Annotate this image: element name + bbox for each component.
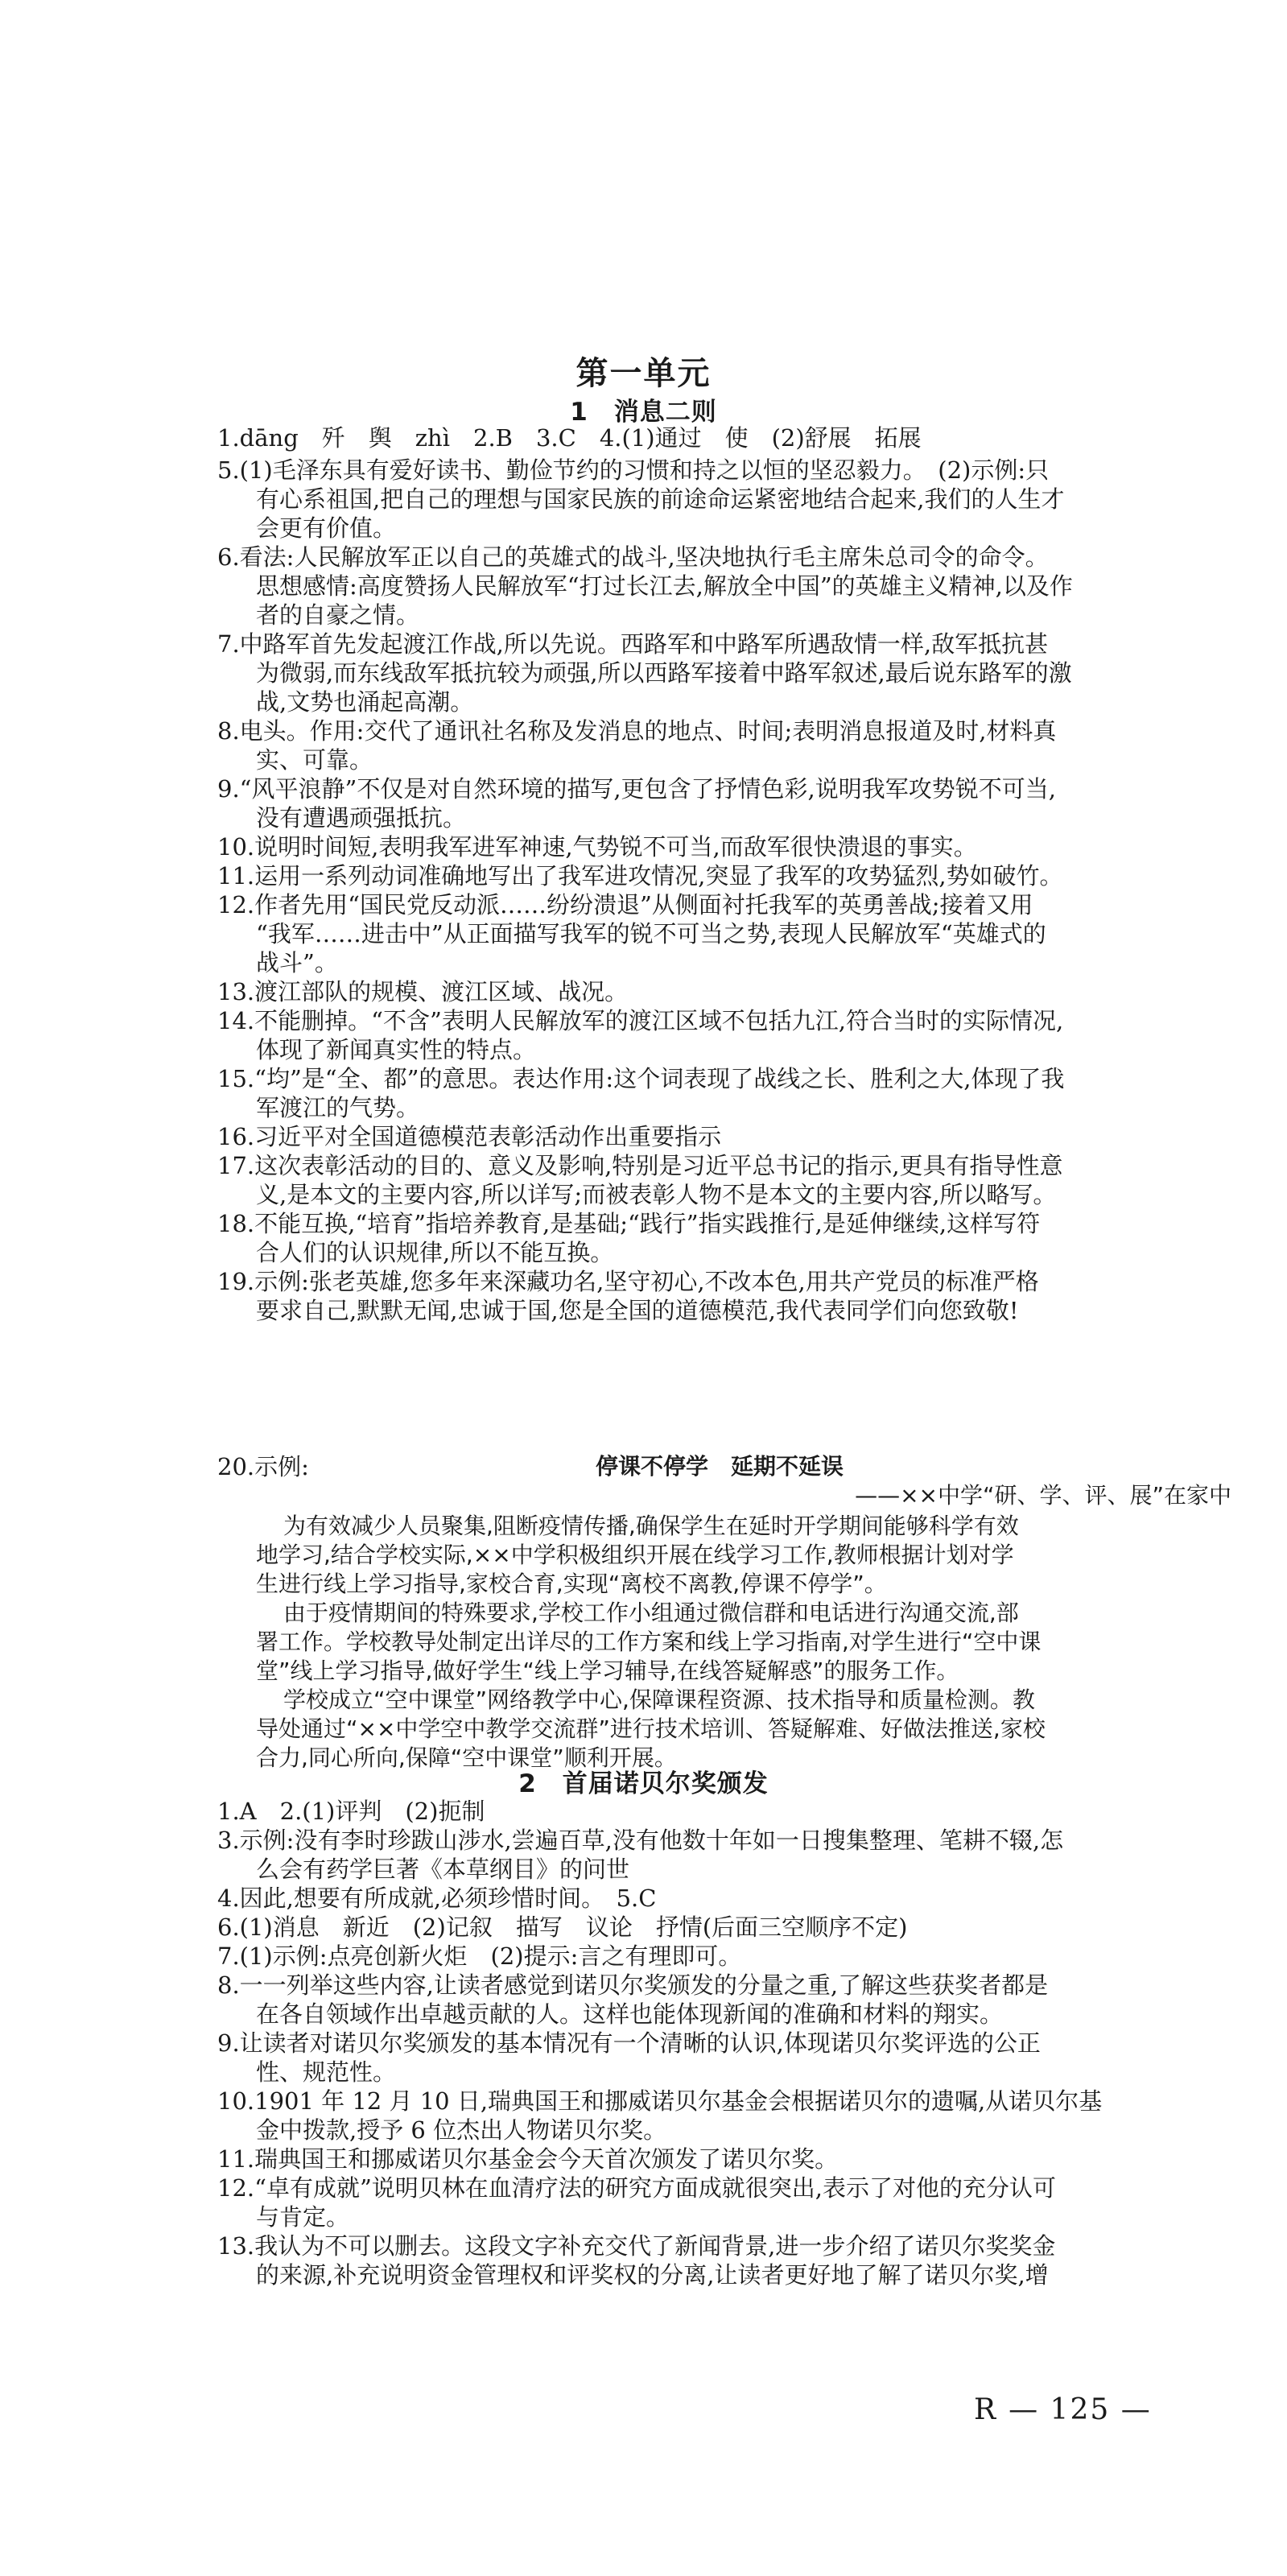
section-1-line: 会更有价值。	[256, 514, 397, 542]
essay-line: 合力,同心所向,保障“空中课堂”顺利开展。	[256, 1744, 677, 1771]
section-1-line: 军渡江的气势。	[256, 1094, 420, 1121]
essay-line: 署工作。学校教导处制定出详尽的工作方案和线上学习指南,对学生进行“空中课	[256, 1629, 1042, 1655]
section-2-line: 11.瑞典国王和挪威诺贝尔基金会今天首次颁发了诺贝尔奖。	[217, 2145, 839, 2173]
section-2-line: 13.我认为不可以删去。这段文字补充交代了新闻背景,进一步介绍了诺贝尔奖奖金	[217, 2232, 1056, 2260]
section-1-line: 16.习近平对全国道德模范表彰活动作出重要指示	[217, 1123, 722, 1150]
section-1-line: 战斗”。	[256, 949, 338, 976]
section-1-line: 9.“风平浪静”不仅是对自然环境的描写,更包含了抒情色彩,说明我军攻势锐不可当,	[217, 775, 1056, 803]
section-1-line: 15.“均”是“全、都”的意思。表达作用:这个词表现了战线之长、胜利之大,体现了我	[217, 1065, 1065, 1092]
edition-mark: R	[974, 2393, 996, 2426]
section-1-line: 19.示例:张老英雄,您多年来深藏功名,坚守初心,不改本色,用共产党员的标准严格	[217, 1268, 1039, 1295]
section-1-line: 5.(1)毛泽东具有爱好读书、勤俭节约的习惯和持之以恒的坚忍毅力。 (2)示例:只	[217, 456, 1050, 484]
section-2-line: 8.一一列举这些内容,让读者感觉到诺贝尔奖颁发的分量之重,了解这些获奖者都是	[217, 1971, 1049, 1999]
section-1-line: 有心系祖国,把自己的理想与国家民族的前途命运紧密地结合起来,我们的人生才	[256, 485, 1065, 513]
section-1-line: “我军……进击中”从正面描写我军的锐不可当之势,表现人民解放军“英雄式的	[256, 920, 1046, 947]
section-1-line: 1.dāng 歼 舆 zhì 2.B 3.C 4.(1)通过 使 (2)舒展 拓展	[217, 424, 922, 452]
section-2-line: 3.示例:没有李时珍跋山涉水,尝遍百草,没有他数十年如一日搜集整理、笔耕不辍,怎	[217, 1827, 1064, 1854]
section-1-line: 14.不能删掉。“不含”表明人民解放军的渡江区域不包括九江,符合当时的实际情况,	[217, 1007, 1064, 1034]
section-1-line: 13.渡江部队的规模、渡江区域、战况。	[217, 978, 629, 1005]
section-2-line: 与肯定。	[256, 2203, 350, 2231]
section-1-line: 义,是本文的主要内容,所以详写;而被表彰人物不是本文的主要内容,所以略写。	[256, 1181, 1057, 1208]
section-1-line: 10.说明时间短,表明我军进军神速,气势锐不可当,而敌军很快溃退的事实。	[217, 833, 977, 861]
section-2-line: 7.(1)示例:点亮创新火炬 (2)提示:言之有理即可。	[217, 1942, 742, 1970]
section-1-line: 6.看法:人民解放军正以自己的英雄式的战斗,坚决地执行毛主席朱总司令的命令。	[217, 543, 1049, 571]
essay-line: 导处通过“××中学空中教学交流群”进行技术培训、答疑解难、好做法推送,家校	[256, 1715, 1046, 1742]
section-2-line: 9.让读者对诺贝尔奖颁发的基本情况有一个清晰的认识,体现诺贝尔奖评选的公正	[217, 2029, 1041, 2057]
page-footer	[974, 2394, 1231, 2426]
section-2-line: 1.A 2.(1)评判 (2)扼制	[217, 1798, 485, 1825]
section-2-line: 4.因此,想要有所成就,必须珍惜时间。 5.C	[217, 1885, 657, 1912]
section-1-line: 11.运用一系列动词准确地写出了我军进攻情况,突显了我军的攻势猛烈,势如破竹。	[217, 862, 1063, 890]
section-2-line: 6.(1)消息 新近 (2)记叙 描写 议论 抒情(后面三空顺序不定)	[217, 1913, 908, 1941]
section-2-line: 金中拨款,授予 6 位杰出人物诺贝尔奖。	[256, 2116, 667, 2144]
essay-line: 生进行线上学习指导,家校合育,实现“离校不离教,停课不停学”。	[256, 1571, 887, 1597]
section-title-2: 2 首届诺贝尔奖颁发	[518, 1769, 769, 1798]
section-1-line: 实、可靠。	[256, 746, 373, 774]
unit-title: 第一单元	[575, 355, 712, 392]
section-2-line: 性、规范性。	[256, 2058, 397, 2086]
section-title-1: 1 消息二则	[570, 398, 717, 427]
section-2-line: 10.1901 年 12 月 10 日,瑞典国王和挪威诺贝尔基金会根据诺贝尔的遗嘱,从诺贝尔基	[217, 2087, 1103, 2115]
essay-line: 地学习,结合学校实际,××中学积极组织开展在线学习工作,教师根据计划对学	[256, 1542, 1014, 1568]
essay-line: 学校成立“空中课堂”网络教学中心,保障课程资源、技术指导和质量检测。教	[283, 1686, 1035, 1713]
section-2-line: 12.“卓有成就”说明贝林在血清疗法的研究方面成就很突出,表示了对他的充分认可	[217, 2174, 1056, 2202]
section-1-line: 者的自豪之情。	[256, 601, 420, 629]
section-1-line: 为微弱,而东线敌军抵抗较为顽强,所以西路军接着中路军叙述,最后说东路军的激	[256, 659, 1072, 687]
section-1-line: 7.中路军首先发起渡江作战,所以先说。西路军和中路军所遇敌情一样,敌军抵抗甚	[217, 630, 1049, 658]
page-number: — 125 —	[1009, 2393, 1152, 2426]
section-2-line: 的来源,补充说明资金管理权和评奖权的分离,让读者更好地了解了诺贝尔奖,增	[256, 2261, 1049, 2289]
section-2-line: 在各自领域作出卓越贡献的人。这样也能体现新闻的准确和材料的翔实。	[256, 2000, 1004, 2028]
essay-line: 由于疫情期间的特殊要求,学校工作小组通过微信群和电话进行沟通交流,部	[283, 1600, 1019, 1626]
essay-byline: ——××中学“研、学、评、展”在家中	[855, 1482, 1231, 1509]
section-1-line: 17.这次表彰活动的目的、意义及影响,特别是习近平总书记的指示,更具有指导性意	[217, 1152, 1063, 1179]
section-1-line: 20.示例:	[217, 1453, 309, 1480]
section-1-line: 体现了新闻真实性的特点。	[256, 1036, 537, 1063]
section-1-line: 合人们的认识规律,所以不能互换。	[256, 1239, 614, 1266]
section-1-line: 战,文势也涌起高潮。	[256, 688, 474, 716]
section-1-line: 12.作者先用“国民党反动派……纷纷溃退”从侧面衬托我军的英勇善战;接着又用	[217, 891, 1033, 919]
section-2-line: 么会有药学巨著《本草纲目》的问世	[256, 1856, 630, 1883]
essay-line: 为有效减少人员聚集,阻断疫情传播,确保学生在延时开学期间能够科学有效	[283, 1513, 1019, 1539]
section-1-line: 18.不能互换,“培育”指培养教育,是基础;“践行”指实践推行,是延伸继续,这样写符	[217, 1210, 1041, 1237]
section-1-line: 没有遭遇顽强抵抗。	[256, 804, 467, 832]
section-1-line: 思想感情:高度赞扬人民解放军“打过长江去,解放全中国”的英雄主义精神,以及作	[256, 572, 1073, 600]
essay-title: 停课不停学 延期不延误	[596, 1453, 844, 1480]
essay-line: 堂”线上学习指导,做好学生“线上学习辅导,在线答疑解惑”的服务工作。	[256, 1657, 959, 1684]
section-1-line: 要求自己,默默无闻,忠诚于国,您是全国的道德模范,我代表同学们向您致敬!	[256, 1297, 1019, 1324]
section-1-line: 8.电头。作用:交代了通讯社名称及发消息的地点、时间;表明消息报道及时,材料真	[217, 717, 1057, 745]
